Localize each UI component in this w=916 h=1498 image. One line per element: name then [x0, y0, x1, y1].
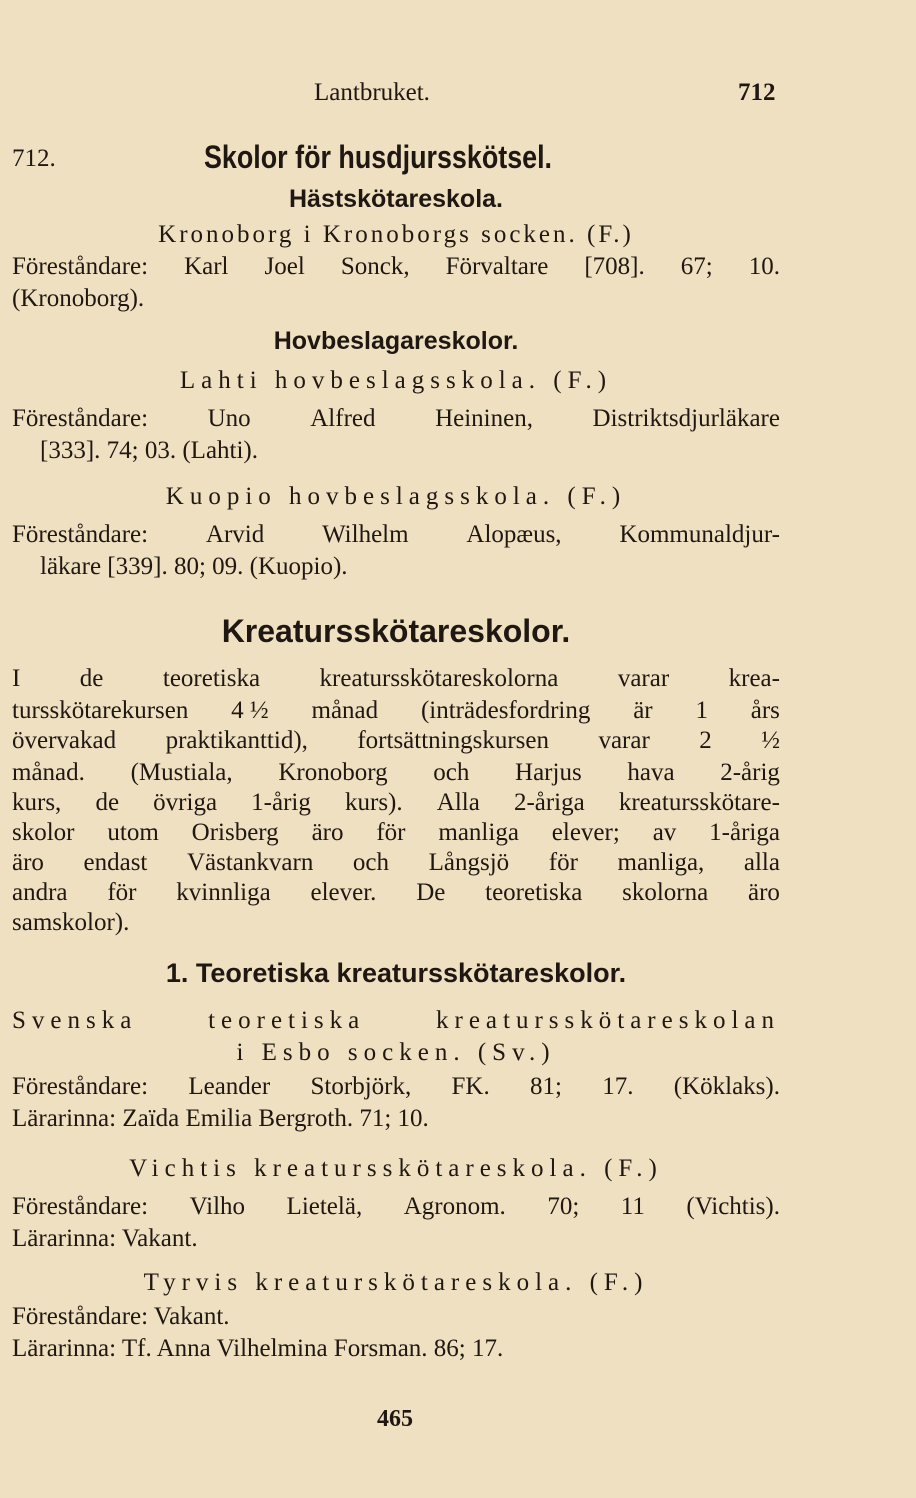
word: Agronom.	[403, 1193, 506, 1220]
word: Arvid	[205, 521, 265, 548]
word: Alfred	[310, 405, 376, 432]
word: Föreståndare:	[12, 405, 149, 432]
paragraph-line	[12, 664, 780, 694]
word: Uno	[207, 405, 251, 432]
word: Orisberg	[191, 819, 279, 846]
word: Föreståndare:	[12, 253, 149, 280]
word: teoretiska	[208, 1007, 366, 1034]
word: kreatursskötareskolan	[436, 1007, 780, 1034]
word: elever.	[310, 879, 377, 906]
word: av	[652, 819, 677, 846]
word: månad	[311, 697, 379, 724]
heading-hastskotareskola: Hästskötareskola.	[288, 185, 503, 213]
kuopio-line-2: läkare [339]. 80; 09. (Kuopio).	[40, 553, 348, 580]
word: 1-årig	[251, 789, 311, 816]
word: Alopæus,	[466, 521, 562, 548]
word: praktikanttid),	[165, 727, 308, 754]
paragraph-line	[12, 788, 780, 818]
word: Harjus	[515, 759, 582, 786]
word: kreatursskötare-	[618, 789, 780, 816]
vichtis-lararinna: Lärarinna: Vakant.	[12, 1225, 198, 1252]
word: Västankvarn	[186, 849, 314, 876]
word: Storbjörk,	[310, 1073, 412, 1100]
word: (Köklaks).	[673, 1073, 780, 1100]
word: Joel	[264, 253, 305, 280]
word: endast	[83, 849, 148, 876]
word: Föreståndare:	[12, 1073, 149, 1100]
word: hava	[627, 759, 675, 786]
word: 11	[620, 1193, 645, 1220]
word: Lietelä,	[286, 1193, 363, 1220]
word: manliga,	[617, 849, 705, 876]
word: 10.	[748, 253, 780, 280]
word: 70;	[547, 1193, 580, 1220]
heading-kreatursskotareskolor: Kreatursskötareskolor.	[221, 613, 571, 649]
word: skolor	[12, 819, 75, 846]
word: och	[433, 759, 470, 786]
word: (Mustiala,	[130, 759, 233, 786]
word: 1	[695, 697, 708, 724]
word: ½	[761, 727, 780, 754]
paragraph-line	[12, 848, 780, 878]
vichtis-title: Vichtis kreatursskötareskola. (F.)	[129, 1155, 663, 1182]
vichtis-forestandare	[12, 1192, 780, 1222]
word: krea-	[728, 665, 780, 692]
paragraph-line: samskolor).	[12, 909, 130, 936]
word: Wilhelm	[322, 521, 409, 548]
svenska-forestandare	[12, 1072, 780, 1102]
page-number-bottom: 465	[377, 1406, 413, 1432]
word: teoretiska	[485, 879, 583, 906]
word: 2-åriga	[513, 789, 585, 816]
word: I	[12, 665, 21, 692]
kuopio-title: Kuopio hovbeslagsskola. (F.)	[165, 483, 627, 510]
section-number: 712.	[12, 145, 56, 172]
lahti-line-2: [333]. 74; 03. (Lahti).	[40, 437, 259, 464]
word: kreatursskötareskolorna	[319, 665, 559, 692]
word: Långsjö	[428, 849, 510, 876]
word: Kronoborg	[278, 759, 388, 786]
paragraph-line	[12, 818, 780, 848]
word: De	[416, 879, 446, 906]
tyrvis-forestandare: Föreståndare: Vakant.	[12, 1303, 230, 1330]
word: alla	[743, 849, 780, 876]
word: 67;	[680, 253, 713, 280]
tyrvis-lararinna: Lärarinna: Tf. Anna Vilhelmina Forsman. 86; 17.	[12, 1335, 504, 1362]
word: FK.	[451, 1073, 490, 1100]
word: Förvaltare	[445, 253, 549, 280]
lahti-line-1	[12, 404, 780, 434]
word: 2-årig	[720, 759, 780, 786]
word: Distriktsdjurläkare	[592, 405, 780, 432]
word: 2	[699, 727, 712, 754]
word: elever;	[551, 819, 620, 846]
word: 17.	[602, 1073, 634, 1100]
word: Heininen,	[435, 405, 533, 432]
paragraph-line	[12, 726, 780, 756]
word: utom	[107, 819, 159, 846]
heading-hovbeslagareskolor: Hovbeslagareskolor.	[273, 327, 519, 355]
word: Karl	[184, 253, 229, 280]
word: fortsättningskursen	[357, 727, 549, 754]
kronoborg-title: Kronoborg i Kronoborgs socken. (F.)	[158, 221, 634, 248]
word: för	[548, 849, 578, 876]
word: andra	[12, 879, 68, 906]
word: (Vichtis).	[686, 1193, 780, 1220]
word: övriga	[153, 789, 218, 816]
paragraph-line	[12, 696, 780, 726]
word: Svenska	[12, 1007, 138, 1034]
word: varar	[598, 727, 650, 754]
page-number-top: 712	[738, 79, 776, 106]
word: för	[376, 819, 406, 846]
section-title: Skolor för husdjursskötsel.	[204, 139, 553, 175]
word: månad.	[12, 759, 85, 786]
word: skolorna	[622, 879, 709, 906]
word: (inträdesfordring	[420, 697, 591, 724]
word: äro	[747, 879, 780, 906]
word: varar	[617, 665, 670, 692]
word: 81;	[530, 1073, 562, 1100]
word: tursskötarekursen	[12, 697, 189, 724]
word: för	[107, 879, 137, 906]
word: Leander	[188, 1073, 271, 1100]
svenska-lararinna: Lärarinna: Zaïda Emilia Bergroth. 71; 10.	[12, 1105, 429, 1132]
kronoborg-line-2: (Kronoborg).	[12, 285, 145, 312]
word: Föreståndare:	[12, 521, 149, 548]
word: de	[79, 665, 104, 692]
word: är	[633, 697, 653, 724]
paragraph-line	[12, 758, 780, 788]
svenska-title-line-1	[12, 1006, 780, 1036]
word: 4 ½	[231, 697, 269, 724]
word: Alla	[436, 789, 480, 816]
word: de	[95, 789, 120, 816]
kuopio-line-1	[12, 520, 780, 550]
word: kurs,	[12, 789, 62, 816]
word: Kommunaldjur-	[619, 521, 780, 548]
running-title: Lantbruket.	[314, 79, 430, 106]
word: teoretiska	[162, 665, 261, 692]
word: [708].	[584, 253, 645, 280]
word: äro	[311, 819, 344, 846]
paragraph-line	[12, 878, 780, 908]
word: kvinnliga	[176, 879, 271, 906]
lahti-title: Lahti hovbeslagsskola. (F.)	[179, 367, 613, 394]
word: Sonck,	[340, 253, 410, 280]
svenska-title-line-2: i Esbo socken. (Sv.)	[236, 1039, 556, 1066]
word: övervakad	[12, 727, 117, 754]
heading-teoretiska: 1. Teoretiska kreatursskötareskolor.	[165, 958, 627, 988]
word: och	[352, 849, 390, 876]
word: års	[750, 697, 780, 724]
word: 1-åriga	[709, 819, 780, 846]
word: kurs).	[345, 789, 403, 816]
kronoborg-line-1	[12, 252, 780, 282]
word: manliga	[438, 819, 519, 846]
word: äro	[12, 849, 44, 876]
word: Vilho	[189, 1193, 246, 1220]
tyrvis-title: Tyrvis kreaturskötareskola. (F.)	[143, 1269, 649, 1296]
word: Föreståndare:	[12, 1193, 149, 1220]
